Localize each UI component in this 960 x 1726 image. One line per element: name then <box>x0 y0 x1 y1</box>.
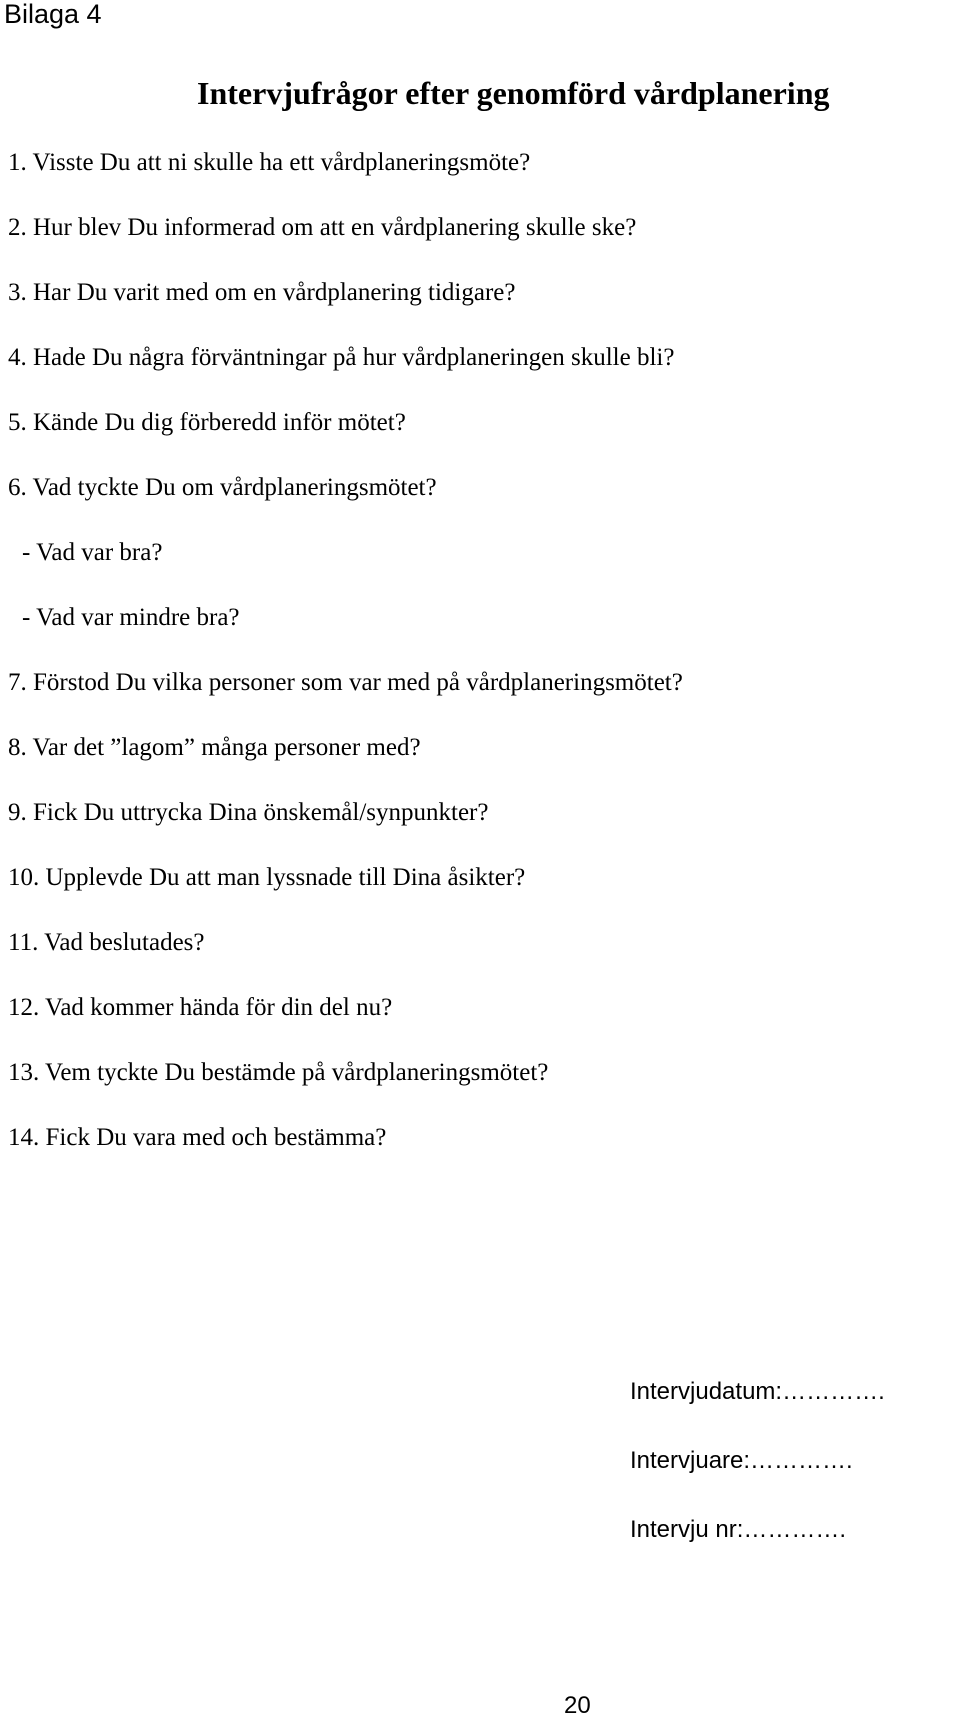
question-3: 3. Har Du varit med om en vårdplanering tidigare? <box>8 279 516 306</box>
interview-meta <box>630 1377 885 1584</box>
appendix-label: Bilaga 4 <box>4 0 102 29</box>
question-8: 8. Var det ”lagom” många personer med? <box>8 734 421 761</box>
question-4: 4. Hade Du några förväntningar på hur vårdplaneringen skulle bli? <box>8 344 675 371</box>
question-12: 12. Vad kommer hända för din del nu? <box>8 994 393 1021</box>
interview-date-field: Intervjudatum:…………. <box>630 1378 885 1405</box>
question-9: 9. Fick Du uttrycka Dina önskemål/synpunkter? <box>8 799 489 826</box>
question-1: 1. Visste Du att ni skulle ha ett vårdplaneringsmöte? <box>8 149 531 176</box>
question-list <box>8 148 683 1188</box>
interviewer-field: Intervjuare:…………. <box>630 1447 853 1474</box>
question-6: 6. Vad tyckte Du om vårdplaneringsmötet? <box>8 474 437 501</box>
sub-question-good: - Vad var bra? <box>22 539 163 566</box>
question-14: 14. Fick Du vara med och bestämma? <box>8 1124 387 1151</box>
question-7: 7. Förstod Du vilka personer som var med på vårdplaneringsmötet? <box>8 669 683 696</box>
question-11: 11. Vad beslutades? <box>8 929 205 956</box>
question-5: 5. Kände Du dig förberedd inför mötet? <box>8 409 406 436</box>
question-2: 2. Hur blev Du informerad om att en vårdplanering skulle ske? <box>8 214 637 241</box>
sub-question-less-good: - Vad var mindre bra? <box>22 604 240 631</box>
question-13: 13. Vem tyckte Du bestämde på vårdplaneringsmötet? <box>8 1059 549 1086</box>
interview-number-field: Intervju nr:…………. <box>630 1516 847 1543</box>
question-10: 10. Upplevde Du att man lyssnade till Dina åsikter? <box>8 864 526 891</box>
document-title: Intervjufrågor efter genomförd vårdplanering <box>197 75 830 111</box>
page-number: 20 <box>564 1692 591 1719</box>
